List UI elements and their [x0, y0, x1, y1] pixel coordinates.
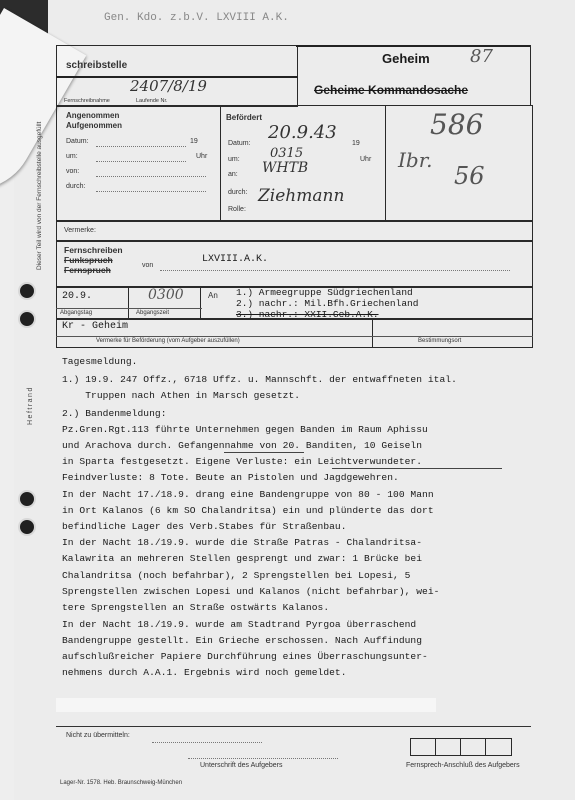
kommandosache-label: Geheime Kommandosache: [314, 83, 469, 97]
file-mark-left: Ibr.: [398, 148, 433, 172]
punch-hole: [18, 490, 36, 508]
punch-hole: [18, 310, 36, 328]
priority-label-line: [56, 336, 533, 337]
forwarded-um-label: um:: [228, 156, 240, 163]
signature-label: Unterschrift des Aufgebers: [200, 762, 283, 769]
received-von-line: [96, 176, 206, 177]
received-um-label: um:: [66, 153, 78, 160]
forwarded-uhr-label: Uhr: [360, 156, 372, 163]
file-mark-top: 586: [430, 108, 484, 141]
received-von-label: von:: [66, 168, 80, 175]
received-durch-label: durch:: [66, 183, 86, 190]
phone-label: Fernsprech-Anschluß des Aufgebers: [406, 762, 520, 769]
body-line: nehmens durch A.A.1. Ergebnis wird noch gemeldet.: [62, 667, 347, 678]
received-title-2: Aufgenommen: [66, 121, 122, 130]
routing-divider-2: [385, 105, 386, 222]
sender-line: [160, 270, 510, 271]
recipient-2: 2.) nachr.: Mil.Bfh.Griechenland: [236, 298, 419, 309]
received-durch-line: [96, 191, 206, 192]
forwarded-datum-label: Datum:: [228, 140, 251, 147]
body-line: Sprengstellen zwischen Lopesi und Kalanos (nicht befahrbar), wei-: [62, 586, 440, 597]
header-right-edge: [530, 45, 531, 105]
footer-line: [56, 726, 531, 727]
body-line: und Arachova durch. Gefangennahme von 20. Banditen, 10 Geiseln: [62, 440, 423, 451]
geheim-number: 87: [470, 46, 493, 67]
body-line: befindliche Lager des Verb.Stabes für Straßenbau.: [62, 521, 347, 532]
phone-box-divider: [485, 738, 486, 755]
destination-label: Bestimmungsort: [418, 338, 462, 344]
reg-number: 2407/8/19: [130, 77, 207, 95]
dispatch-divider-2: [200, 286, 201, 319]
dispatch-divider-1: [128, 286, 129, 319]
footer-recht-line: [152, 742, 262, 743]
printer-note: Lager-Nr. 1578. Heb. Braunschweig-München: [60, 780, 183, 786]
body-line: 2.) Bandenmeldung:: [62, 408, 167, 419]
abgangstag-value: 20.9.: [62, 291, 93, 302]
report-heading: Tagesmeldung.: [62, 356, 138, 367]
body-line: tere Sprengstellen an Straße ostwärts Kalanos.: [62, 602, 330, 613]
sender: LXVIII.A.K.: [202, 254, 269, 265]
method-box: [56, 240, 533, 288]
dispatch-label-line: [56, 308, 202, 309]
method-funkspruch: Funkspruch: [64, 255, 113, 265]
body-line: Chalandritsa (noch befahrbar), 2 Sprengstellen bei Lopesi, 5: [62, 570, 411, 581]
received-title-1: Angenommen: [66, 111, 120, 120]
received-um-line: [96, 161, 186, 162]
margin-note: Dieser Teil wird von der Fernschreibstelle ausgefüllt: [36, 121, 43, 270]
body-line: aufschlußreicher Papiere Durchführung eines Überraschungsunter-: [62, 651, 428, 662]
abgangstag-label: Abgangstag: [60, 310, 93, 316]
tape-strip: [56, 698, 436, 712]
abgangszeit-label: Abgangszeit: [136, 310, 170, 316]
forwarded-rolle-label: Rolle:: [228, 206, 246, 213]
file-mark-bottom: 56: [454, 162, 485, 190]
footer-recht: Nicht zu übermitteln:: [66, 732, 130, 739]
body-line: Truppen nach Athen in Marsch gesetzt.: [62, 390, 301, 401]
body-line: in Sparta festgesetzt. Eigene Verluste: ein Leichtverwundeter.: [62, 456, 423, 467]
recipient-3: 3.) nachr.: XXII.Geb.A.K.: [236, 309, 379, 320]
received-datum-line: [96, 146, 186, 147]
underline-mark: [224, 452, 304, 453]
method-fernschreiben: Fernschreiben: [64, 245, 123, 255]
body-line: In der Nacht 18./19.9. wurde am Stadtrand Pyrgoa überraschend: [62, 619, 417, 630]
footer-signature-line: [188, 758, 338, 759]
body-line: Pz.Gren.Rgt.113 führte Unternehmen gegen Banden im Raum Aphissu: [62, 424, 428, 435]
vermerke-label: Vermerke:: [64, 227, 96, 234]
received-year: 19: [190, 138, 198, 145]
body-line: Bandengruppe gestellt. Ein Grieche erschossen. Nach Auffindung: [62, 635, 423, 646]
phone-box-divider: [435, 738, 436, 755]
method-fernspruch: Fernspruch: [64, 265, 111, 275]
forwarded-title: Befördert: [226, 113, 263, 122]
phone-box-divider: [460, 738, 461, 755]
recipient-1: 1.) Armeegruppe Südgriechenland: [236, 287, 413, 298]
body-line: In der Nacht 17./18.9. drang eine Bandengruppe von 80 - 100 Mann: [62, 489, 434, 500]
forwarded-year: 19: [352, 140, 360, 147]
top-stamp: Gen. Kdo. z.b.V. LXVIII A.K.: [104, 12, 289, 24]
forwarded-an-label: an:: [228, 171, 238, 178]
phone-boxes: [410, 738, 512, 756]
routing-divider-1: [220, 105, 221, 222]
header-right-top: [296, 45, 531, 47]
geheim-label: Geheim: [382, 51, 430, 66]
reg-label-right: Laufende Nr.: [136, 98, 168, 104]
forwarded-datum-value: 20.9.43: [268, 122, 337, 143]
punch-hole: [18, 518, 36, 536]
received-uhr-label: Uhr: [196, 153, 208, 160]
priority-value: Kr - Geheim: [62, 321, 129, 332]
body-line: 1.) 19.9. 247 Offz., 6718 Uffz. u. Mannschft. der entwaffneten ital.: [62, 374, 457, 385]
priority-label: Vermerke für Beförderung (vom Aufgeber auszufüllen): [96, 338, 240, 344]
body-line: in Ort Kalanos (6 km SO Chalandritsa) ein und plünderte das dort: [62, 505, 434, 516]
forwarded-um-value: 0315: [270, 146, 304, 161]
an-label: An: [208, 291, 218, 300]
forwarded-an-value: WHTB: [262, 160, 309, 176]
body-line: Kalawrita an mehreren Stellen gesprengt und zwar: 1 Brücke bei: [62, 553, 423, 564]
punch-hole: [18, 282, 36, 300]
body-line: In der Nacht 18./19.9. wurde die Straße Patras - Chalandritsa-: [62, 537, 423, 548]
heftrand-label: Heftrand: [27, 386, 34, 425]
reg-label-left: Fernschreibnahme: [64, 98, 110, 104]
forwarded-durch-label: durch:: [228, 189, 248, 196]
vermerke-box: [56, 220, 533, 242]
abgangszeit-value: 0300: [148, 287, 184, 303]
received-datum-label: Datum:: [66, 138, 89, 145]
body-line: Feindverluste: 8 Tote. Beute an Pistolen und Jagdgewehren.: [62, 472, 399, 483]
priority-divider: [372, 318, 373, 348]
forwarded-signature: Ziehmann: [258, 186, 345, 206]
von-label: von: [142, 262, 154, 269]
underline-mark: [332, 468, 502, 469]
office-label: schreibstelle: [66, 60, 128, 71]
